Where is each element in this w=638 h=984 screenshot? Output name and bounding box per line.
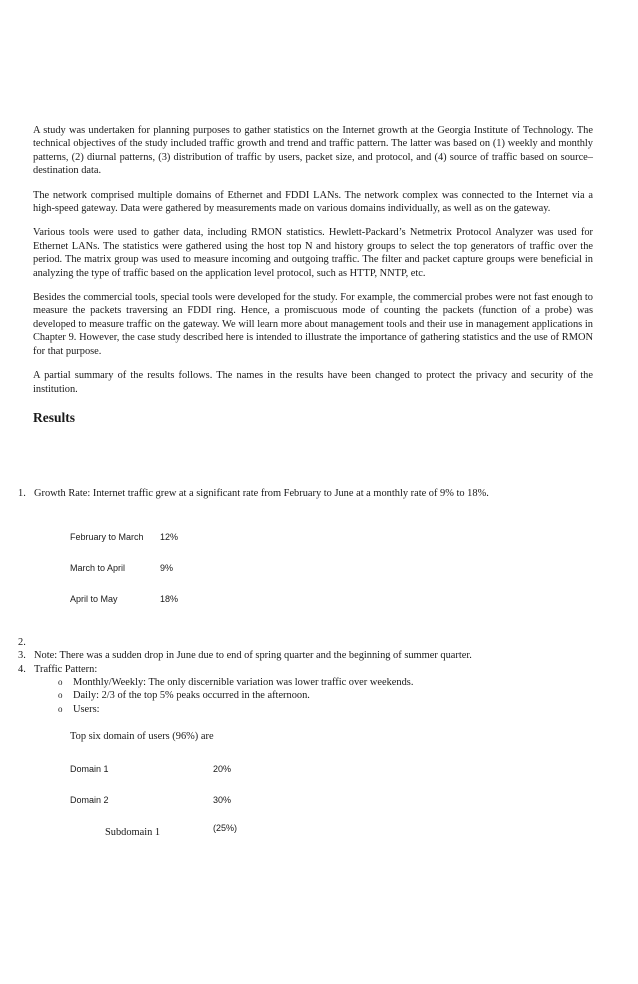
- growth-period: March to April: [70, 563, 126, 573]
- document-body: [33, 124, 593, 438]
- paragraph-summary: A partial summary of the results follows. The names in the results have been changed to protect the privacy and security of the institution.: [33, 370, 593, 395]
- domain-name: Domain 2: [70, 795, 109, 805]
- paragraph-network: The network comprised multiple domains of Ethernet and FDDI LANs. The network complex was connected to the Internet via a high-speed gateway. Data were gathered by measurements made on various domains individually, as well as on the gateway.: [33, 189, 593, 215]
- paragraph-special-tools: Besides the commercial tools, special tools were developed for the study. For example, the commercial probes were not fast enough to measure the packets traversing an FDDI ring. Hence, a promiscuous mode of counting the packets (function of a probe) was developed to measure traffic on the gateway. We will learn more about management tools and their use in management applications in Chapter 9. However, the case study described here is intended to illustrate the importance of gathering statistics and the use of RMON for that purpose.: [33, 292, 593, 357]
- bullet-circle-icon: o: [58, 677, 63, 687]
- bullet-text: Monthly/Weekly: The only discernible variation was lower traffic over weekends.: [73, 677, 414, 688]
- paragraph-tools: Various tools were used to gather data, including RMON statistics. Hewlett-Packard’s Netmetrix Protocol Analyzer was used for Ethernet LANs. The statistics were gathered using the host top N and history groups to select the top generators of traffic over the period. The matrix group was used to measure incoming and outgoing traffic. The filter and packet capture groups were beneficial in analyzing the type of traffic based on the application level protocol, such as HTTP, NNTP, etc.: [33, 227, 593, 279]
- item-number: 3.: [18, 650, 26, 662]
- item-text: Growth Rate: Internet traffic grew at a significant rate from February to June at a monthly rate of 9% to 18%.: [34, 488, 489, 499]
- item-text: [34, 636, 558, 649]
- numbered-list-continued: [18, 636, 558, 676]
- bullet-text: Users:: [73, 703, 100, 715]
- domain-share: 30%: [213, 795, 232, 805]
- domain-share: 20%: [213, 764, 232, 774]
- growth-period: February to March: [70, 532, 144, 542]
- bullet-item: [58, 703, 413, 716]
- item-text: Note: There was a sudden drop in June due to end of spring quarter and the beginning of summer quarter.: [34, 650, 472, 662]
- growth-rate: 12%: [160, 532, 179, 542]
- numbered-item-2: [18, 636, 558, 649]
- growth-rate: 18%: [160, 594, 179, 604]
- domain-name: Domain 1: [70, 764, 109, 774]
- item-number: 2.: [18, 637, 26, 648]
- item-text: Traffic Pattern:: [34, 663, 98, 675]
- bullet-circle-icon: o: [58, 703, 63, 714]
- bullet-circle-icon: o: [58, 690, 63, 701]
- users-intro: Top six domain of users (96%) are: [70, 731, 214, 742]
- traffic-pattern-bullets: [58, 676, 413, 716]
- numbered-item-3: [18, 649, 558, 662]
- bullet-item: [58, 689, 413, 702]
- growth-rate: 9%: [160, 563, 174, 573]
- bullet-text: Daily: 2/3 of the top 5% peaks occurred in the afternoon.: [73, 690, 310, 702]
- numbered-item-1: [18, 487, 558, 500]
- results-heading: Results: [33, 409, 76, 425]
- item-number: 4.: [18, 663, 26, 675]
- numbered-item-4: [18, 663, 558, 676]
- growth-period: April to May: [70, 594, 118, 604]
- bullet-item: [58, 676, 413, 689]
- item-number: 1.: [18, 488, 26, 499]
- subdomain-share: (25%): [213, 823, 238, 833]
- subdomain-name: Subdomain 1: [105, 827, 161, 838]
- paragraph-intro: A study was undertaken for planning purposes to gather statistics on the Internet growth at the Georgia Institute of Technology. The technical objectives of the study included traffic growth and trend and traffic pattern. The latter was based on (1) weekly and monthly patterns, (2) diurnal patterns, (3) distribution of traffic by users, packet size, and protocol, and (4) source of traffic based on source–destination data.: [33, 125, 593, 177]
